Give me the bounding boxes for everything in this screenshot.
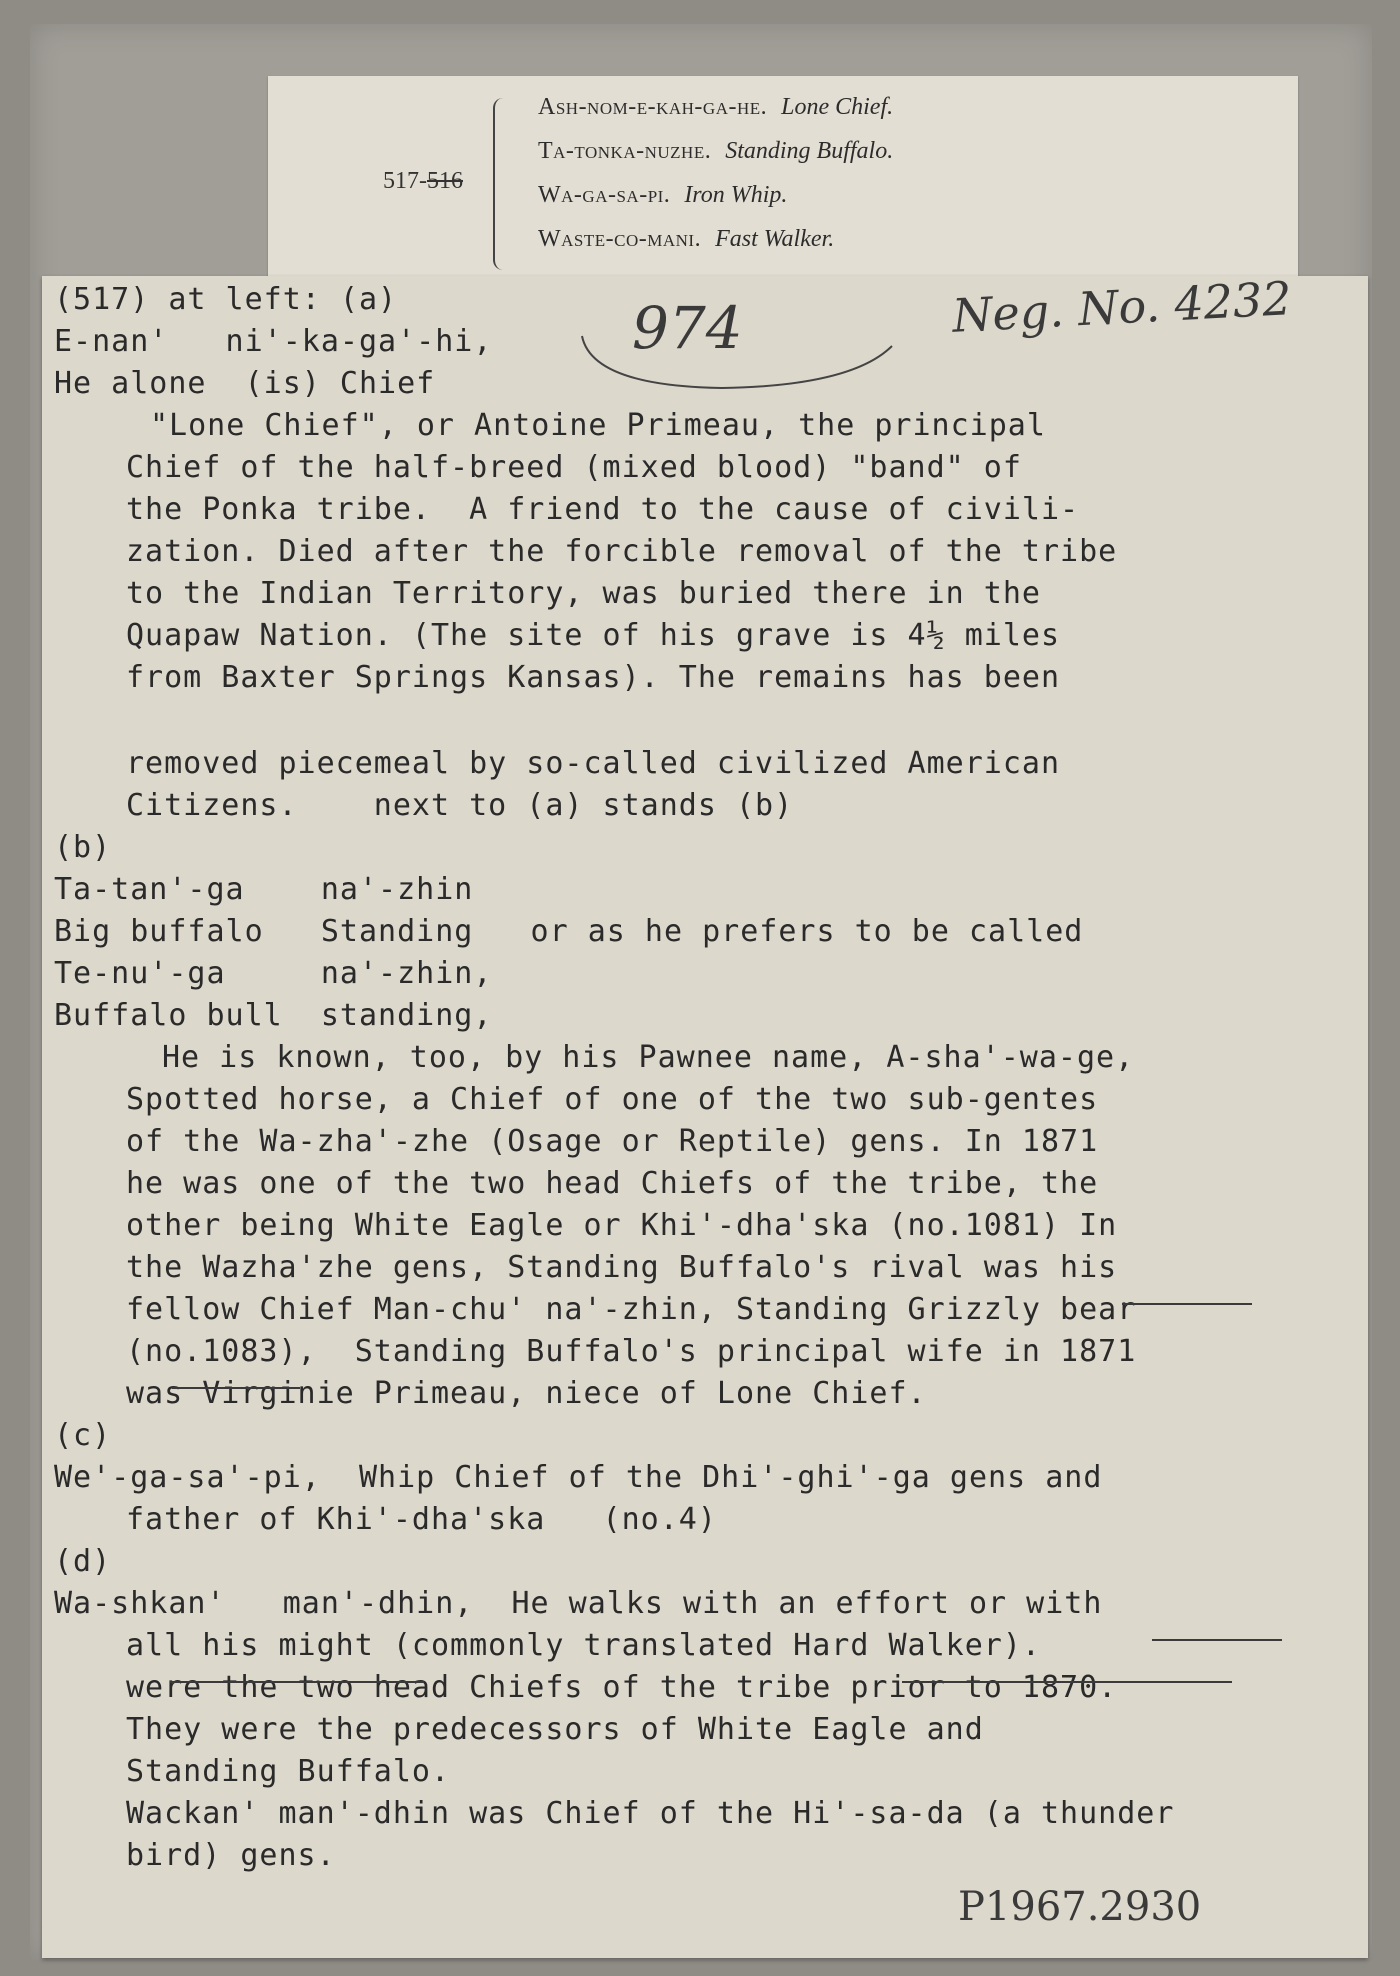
text-line: he was one of the two head Chiefs of the tribe, the — [126, 1166, 1099, 1201]
text-line: to the Indian Territory, was buried there in the — [126, 576, 1041, 611]
text-line: He alone (is) Chief — [54, 366, 436, 401]
text-line: Te-nu'-ga na'-zhin, — [54, 956, 493, 991]
text-line: (c) — [54, 1418, 112, 1453]
entry-name: Ash-nom-e-kah-ga-he. — [538, 94, 768, 120]
text-line: Ta-tan'-ga na'-zhin — [54, 872, 474, 907]
text-line: (d) — [54, 1544, 112, 1579]
text-line: (517) at left: (a) — [54, 282, 398, 317]
text-line: He is known, too, by his Pawnee name, A-sha'-wa-ge, — [162, 1040, 1135, 1075]
text-line: E-nan' ni'-ka-ga'-hi, — [54, 324, 493, 359]
text-line: Standing Buffalo. — [126, 1754, 451, 1789]
text-line: father of Khi'-dha'ska (no.4) — [126, 1502, 717, 1537]
plate-number — [383, 168, 463, 195]
entry-translation: Standing Buffalo. — [725, 138, 894, 164]
entry-translation: Lone Chief. — [781, 94, 894, 120]
catalog-number: P1967.2930 — [958, 1884, 1202, 1930]
label-entry — [538, 138, 893, 165]
text-line: from Baxter Springs Kansas). The remains has been — [126, 660, 1061, 695]
text-line: "Lone Chief", or Antoine Primeau, the principal — [150, 408, 1046, 443]
text-line: Spotted horse, a Chief of one of the two sub-gentes — [126, 1082, 1099, 1117]
text-line: removed piecemeal by so-called civilized American — [126, 746, 1061, 781]
entry-name: Ta-tonka-nuzhe. — [538, 138, 712, 164]
text-line: were the two head Chiefs of the tribe prior to 1870. — [126, 1670, 1118, 1705]
text-line: We'-ga-sa'-pi, Whip Chief of the Dhi'-ghi'-ga gens and — [54, 1460, 1103, 1495]
text-line: other being White Eagle or Khi'-dha'ska (no.1081) In — [126, 1208, 1118, 1243]
text-line: of the Wa-zha'-zhe (Osage or Reptile) gens. In 1871 — [126, 1124, 1099, 1159]
entry-name: Wa-ga-sa-pi. — [538, 182, 671, 208]
struck-number: 516 — [427, 168, 463, 194]
entry-translation: Iron Whip. — [684, 182, 788, 208]
entry-translation: Fast Walker. — [715, 226, 835, 252]
text-line: fellow Chief Man-chu' na'-zhin, Standing Grizzly bear — [126, 1292, 1137, 1327]
caption-label — [268, 76, 1298, 286]
text-line: Wackan' man'-dhin was Chief of the Hi'-sa-da (a thunder — [126, 1796, 1175, 1831]
negative-number: Neg. No. 4232 — [950, 271, 1293, 343]
underline-marks — [42, 276, 1368, 1958]
text-line: zation. Died after the forcible removal of the tribe — [126, 534, 1118, 569]
text-line: Chief of the half-breed (mixed blood) "band" of — [126, 450, 1022, 485]
handwritten-number: 974 — [632, 294, 743, 362]
text-line: the Wazha'zhe gens, Standing Buffalo's rival was his — [126, 1250, 1118, 1285]
text-line: was Virginie Primeau, niece of Lone Chief. — [126, 1376, 927, 1411]
text-line: (no.1083), Standing Buffalo's principal wife in 1871 — [126, 1334, 1137, 1369]
text-line: Citizens. next to (a) stands (b) — [126, 788, 794, 823]
text-line: They were the predecessors of White Eagle and — [126, 1712, 984, 1747]
text-line: Buffalo bull standing, — [54, 998, 493, 1033]
bracket — [493, 98, 509, 270]
text-line: Wa-shkan' man'-dhin, He walks with an effort or with — [54, 1586, 1103, 1621]
text-line: Big buffalo Standing or as he prefers to be called — [54, 914, 1084, 949]
text-line: Quapaw Nation. (The site of his grave is 4½ miles — [126, 618, 1061, 653]
plate-number-value: 517- — [383, 168, 427, 194]
text-line: (b) — [54, 830, 112, 865]
label-entry — [538, 94, 893, 121]
typed-sheet — [42, 271, 1368, 1958]
label-entry — [538, 182, 787, 209]
entry-name: Waste-co-mani. — [538, 226, 702, 252]
text-line: the Ponka tribe. A friend to the cause of civili- — [126, 492, 1080, 527]
text-line: bird) gens. — [126, 1838, 336, 1873]
label-entry — [538, 226, 834, 253]
text-line: all his might (commonly translated Hard Walker). — [126, 1628, 1041, 1663]
